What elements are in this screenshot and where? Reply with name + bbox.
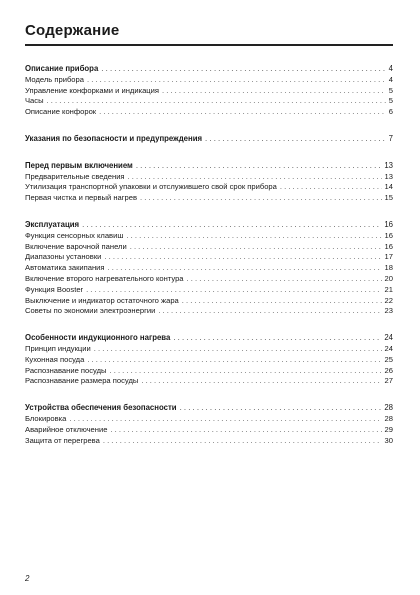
toc-entry-label: Указания по безопасности и предупреждения [25, 133, 203, 143]
dot-leader [205, 134, 386, 145]
toc-entry[interactable] [25, 263, 393, 274]
dot-leader [280, 182, 382, 193]
toc-entry-page: 13 [384, 171, 393, 181]
toc-entry[interactable] [25, 75, 393, 86]
toc-entry-page: 4 [388, 64, 393, 73]
dot-leader [69, 414, 381, 425]
dot-leader [82, 220, 381, 231]
toc-section [25, 161, 393, 204]
toc-entry-page: 30 [384, 435, 393, 445]
toc-entry-label: Первая чистка и первый нагрев [25, 193, 138, 203]
toc-section-heading[interactable] [25, 333, 393, 344]
toc-entry[interactable] [25, 242, 393, 253]
toc-entry-page: 17 [384, 252, 393, 262]
dot-leader [180, 403, 382, 414]
dot-leader [173, 333, 381, 344]
toc-entry[interactable] [25, 425, 393, 436]
toc-entry[interactable] [25, 252, 393, 263]
toc-entry-page: 4 [388, 74, 393, 84]
dot-leader [110, 425, 381, 436]
dot-leader [101, 64, 385, 75]
dot-leader [110, 366, 382, 377]
toc-entry-page: 16 [384, 230, 393, 240]
toc-entry-label: Утилизация транспортной упаковки и отслужившего свой срок прибора [25, 182, 277, 192]
toc-entry-label: Блокировка [25, 413, 67, 423]
dot-leader [87, 75, 386, 86]
toc-entry-page: 23 [384, 306, 393, 316]
dot-leader [99, 107, 386, 118]
toc-entry-page: 6 [388, 107, 393, 117]
toc-section-heading[interactable] [25, 64, 393, 75]
toc-entry-page: 18 [384, 263, 393, 273]
dot-leader [141, 376, 381, 387]
toc-section [25, 220, 393, 317]
dot-leader [47, 96, 386, 107]
toc-entry-page: 7 [388, 133, 393, 143]
toc-entry[interactable] [25, 96, 393, 107]
toc-entry[interactable] [25, 355, 393, 366]
toc-entry-label: Автоматика закипания [25, 263, 105, 273]
toc-entry-page: 24 [384, 333, 393, 343]
toc-section-heading[interactable] [25, 220, 393, 231]
toc-entry-page: 28 [384, 413, 393, 423]
toc-entry-page: 14 [384, 182, 393, 192]
toc-entry-label: Принцип индукции [25, 343, 91, 353]
toc-entry-label: Перед первым включением [25, 160, 133, 170]
toc-entry-label: Кухонная посуда [25, 354, 85, 364]
toc-entry-page: 28 [384, 403, 393, 413]
dot-leader [86, 285, 381, 296]
dot-leader [162, 86, 386, 97]
toc-entry-label: Включение второго нагревательного контура [25, 273, 184, 283]
page-title: Содержание [25, 22, 120, 39]
toc-entry-label: Аварийное отключение [25, 424, 108, 434]
toc-entry-page: 20 [384, 273, 393, 283]
title-divider [25, 44, 393, 46]
toc-entry[interactable] [25, 172, 393, 183]
toc-entry[interactable] [25, 193, 393, 204]
toc-section-heading[interactable] [25, 161, 393, 172]
toc-entry-label: Особенности индукционного нагрева [25, 333, 171, 343]
toc-entry-label: Советы по экономии электроэнергии [25, 306, 156, 316]
toc-entry-page: 21 [384, 284, 393, 294]
toc-entry-page: 29 [384, 424, 393, 434]
toc-entry-page: 27 [384, 376, 393, 386]
toc-section-heading[interactable] [25, 134, 393, 145]
toc-entry[interactable] [25, 182, 393, 193]
toc-entry-label: Описание конфорок [25, 107, 97, 117]
table-of-contents [25, 22, 393, 462]
toc-entry-label: Функция сенсорных клавиш [25, 230, 124, 240]
toc-entry[interactable] [25, 366, 393, 377]
toc-entry-label: Защита от перегрева [25, 435, 100, 445]
toc-entry-page: 15 [384, 193, 393, 203]
toc-entry-label: Предварительные сведения [25, 171, 125, 181]
toc-entry-label: Диапазоны установки [25, 252, 102, 262]
toc-section [25, 134, 393, 145]
page-number: 2 [25, 574, 30, 583]
toc-entry-label: Распознавание посуды [25, 365, 107, 375]
toc-entry-label: Выключение и индикатор остаточного жара [25, 295, 179, 305]
toc-entry[interactable] [25, 107, 393, 118]
toc-entry[interactable] [25, 296, 393, 307]
dot-leader [182, 296, 382, 307]
toc-entry-page: 24 [384, 343, 393, 353]
toc-entry-label: Эксплуатация [25, 219, 80, 229]
dot-leader [94, 344, 382, 355]
toc-entry-page: 22 [384, 295, 393, 305]
toc-entry-label: Модель прибора [25, 74, 84, 84]
dot-leader [103, 436, 382, 447]
dot-leader [128, 172, 382, 183]
toc-entry-page: 5 [388, 96, 393, 106]
dot-leader [136, 161, 381, 172]
dot-leader [126, 231, 381, 242]
toc-section [25, 333, 393, 387]
toc-entry[interactable] [25, 414, 393, 425]
toc-section [25, 64, 393, 118]
toc-entry-page: 5 [388, 85, 393, 95]
toc-entry[interactable] [25, 285, 393, 296]
toc-entry-page: 16 [384, 219, 393, 229]
toc-entry-label: Включение варочной панели [25, 241, 127, 251]
toc-entry-label: Часы [25, 96, 44, 106]
toc-entry-page: 16 [384, 241, 393, 251]
toc-entry-label: Управление конфорками и индикация [25, 85, 160, 95]
toc-entry[interactable] [25, 306, 393, 317]
toc-entry[interactable] [25, 436, 393, 447]
toc-entry[interactable] [25, 86, 393, 97]
dot-leader [104, 252, 381, 263]
toc-entry-label: Устройства обеспечения безопасности [25, 403, 177, 413]
dot-leader [140, 193, 382, 204]
toc-entry[interactable] [25, 344, 393, 355]
dot-leader [130, 242, 382, 253]
toc-entry-label: Описание прибора [25, 64, 99, 73]
toc-sections [25, 64, 393, 446]
toc-entry-label: Функция Booster [25, 284, 84, 294]
toc-entry[interactable] [25, 231, 393, 242]
dot-leader [87, 355, 381, 366]
dot-leader [108, 263, 382, 274]
dot-leader [187, 274, 382, 285]
toc-entry-label: Распознавание размера посуды [25, 376, 139, 386]
toc-entry[interactable] [25, 376, 393, 387]
toc-entry-page: 26 [384, 365, 393, 375]
toc-section [25, 403, 393, 446]
dot-leader [158, 306, 381, 317]
toc-entry-page: 25 [384, 354, 393, 364]
toc-entry-page: 13 [384, 160, 393, 170]
toc-entry[interactable] [25, 274, 393, 285]
toc-section-heading[interactable] [25, 403, 393, 414]
